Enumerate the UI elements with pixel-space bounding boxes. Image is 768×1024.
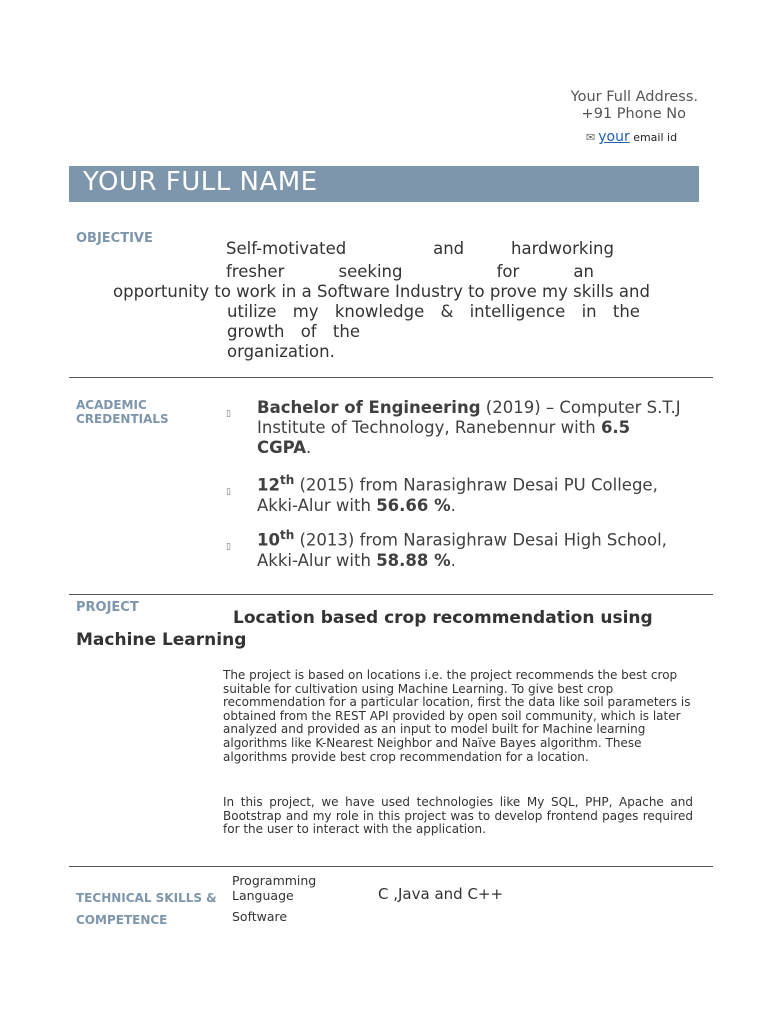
word: and xyxy=(433,239,465,258)
word: the xyxy=(612,302,640,321)
education-item xyxy=(226,398,686,458)
word: hardworking xyxy=(511,239,614,258)
period: . xyxy=(450,550,456,570)
skill-key-programming: Programming Language xyxy=(232,873,317,903)
word: seeking xyxy=(338,262,403,281)
objective-line-1 xyxy=(226,239,614,259)
objective-line-4 xyxy=(227,302,640,322)
word: & xyxy=(440,302,454,321)
email-row xyxy=(586,129,677,145)
email-text: email id xyxy=(633,131,678,144)
skills-label-line: COMPETENCE xyxy=(76,913,168,927)
word: for xyxy=(496,262,520,281)
education-text xyxy=(257,470,686,516)
education-text xyxy=(257,525,686,571)
level-suffix: th xyxy=(279,528,295,542)
objective-line-3: opportunity to work in a Software Industry to prove my skills and xyxy=(113,282,650,301)
education-text xyxy=(257,398,686,458)
skill-value-programming: C ,Java and C++ xyxy=(378,885,504,903)
bullet-icon: ▯ xyxy=(226,409,231,419)
skill-key-software: Software xyxy=(232,909,288,924)
word: knowledge xyxy=(334,302,425,321)
project-title-line-2: Machine Learning xyxy=(76,630,247,650)
objective-line-6: organization. xyxy=(227,342,335,361)
word: of xyxy=(300,322,317,341)
level-suffix: th xyxy=(279,473,295,487)
contact-block xyxy=(571,89,698,123)
word: in xyxy=(581,302,597,321)
divider xyxy=(69,594,713,595)
objective-line-2 xyxy=(226,262,594,282)
project-title-line-1: Location based crop recommendation using xyxy=(233,608,653,628)
full-name: YOUR FULL NAME xyxy=(83,167,318,197)
bullet-icon: ▯ xyxy=(226,487,231,497)
grade: 56.66 % xyxy=(376,495,451,515)
word: my xyxy=(292,302,319,321)
word: the xyxy=(332,322,360,341)
academic-label xyxy=(76,398,169,426)
word: an xyxy=(573,262,594,281)
word: growth xyxy=(227,322,285,341)
project-description: The project is based on locations i.e. the project recommends the best crop suitable for cultivation using Machine Learning. To give best crop recommendation for a particular location, first the data like soil parameters is obtained from the REST API provided by open soil community, which is later analyzed and provided as an input to model built for Machine learning algorithms like K-Nearest Neighbor and Naïve Bayes algorithm. These algorithms provide best crop recommendation for a location. xyxy=(223,668,691,764)
period: . xyxy=(450,495,456,515)
divider xyxy=(69,377,713,378)
details: (2013) from Narasighraw Desai High School, Akki-Alur with xyxy=(257,530,667,570)
details: (2015) from Narasighraw Desai PU College, Akki-Alur with xyxy=(257,475,658,515)
envelope-icon: ✉ xyxy=(586,131,596,144)
grade: 6.5 CGPA xyxy=(257,418,631,457)
phone: +91 Phone No xyxy=(581,106,686,122)
word: Self-motivated xyxy=(226,239,347,258)
divider xyxy=(69,866,713,867)
details: (2019) – Computer S.T.J Institute of Technology, Ranebennur with xyxy=(257,398,681,437)
address: Your Full Address. xyxy=(570,89,698,105)
word: intelligence xyxy=(469,302,566,321)
email-link[interactable]: your xyxy=(598,129,630,145)
education-item xyxy=(226,525,686,571)
word: fresher xyxy=(226,262,285,281)
skills-label-line: TECHNICAL SKILLS & xyxy=(76,891,217,905)
objective-line-5 xyxy=(227,322,360,342)
academic-label-line: CREDENTIALS xyxy=(76,412,169,426)
level: 10 xyxy=(257,530,280,550)
name-banner xyxy=(69,166,699,202)
bullet-icon: ▯ xyxy=(226,542,231,552)
project-label: PROJECT xyxy=(76,600,139,615)
objective-label: OBJECTIVE xyxy=(76,231,153,246)
degree: Bachelor of Engineering xyxy=(257,398,481,417)
academic-label-line: ACADEMIC xyxy=(76,398,147,412)
education-item xyxy=(226,470,686,516)
period: . xyxy=(306,438,312,457)
grade: 58.88 % xyxy=(376,550,451,570)
word: utilize xyxy=(227,302,277,321)
project-technologies: In this project, we have used technologies like My SQL, PHP, Apache and Bootstrap and my role in this project was to develop frontend pages required for the user to interact with the application. xyxy=(223,795,693,837)
objective-text xyxy=(226,239,614,259)
skills-label xyxy=(76,887,217,931)
level: 12 xyxy=(257,475,280,495)
